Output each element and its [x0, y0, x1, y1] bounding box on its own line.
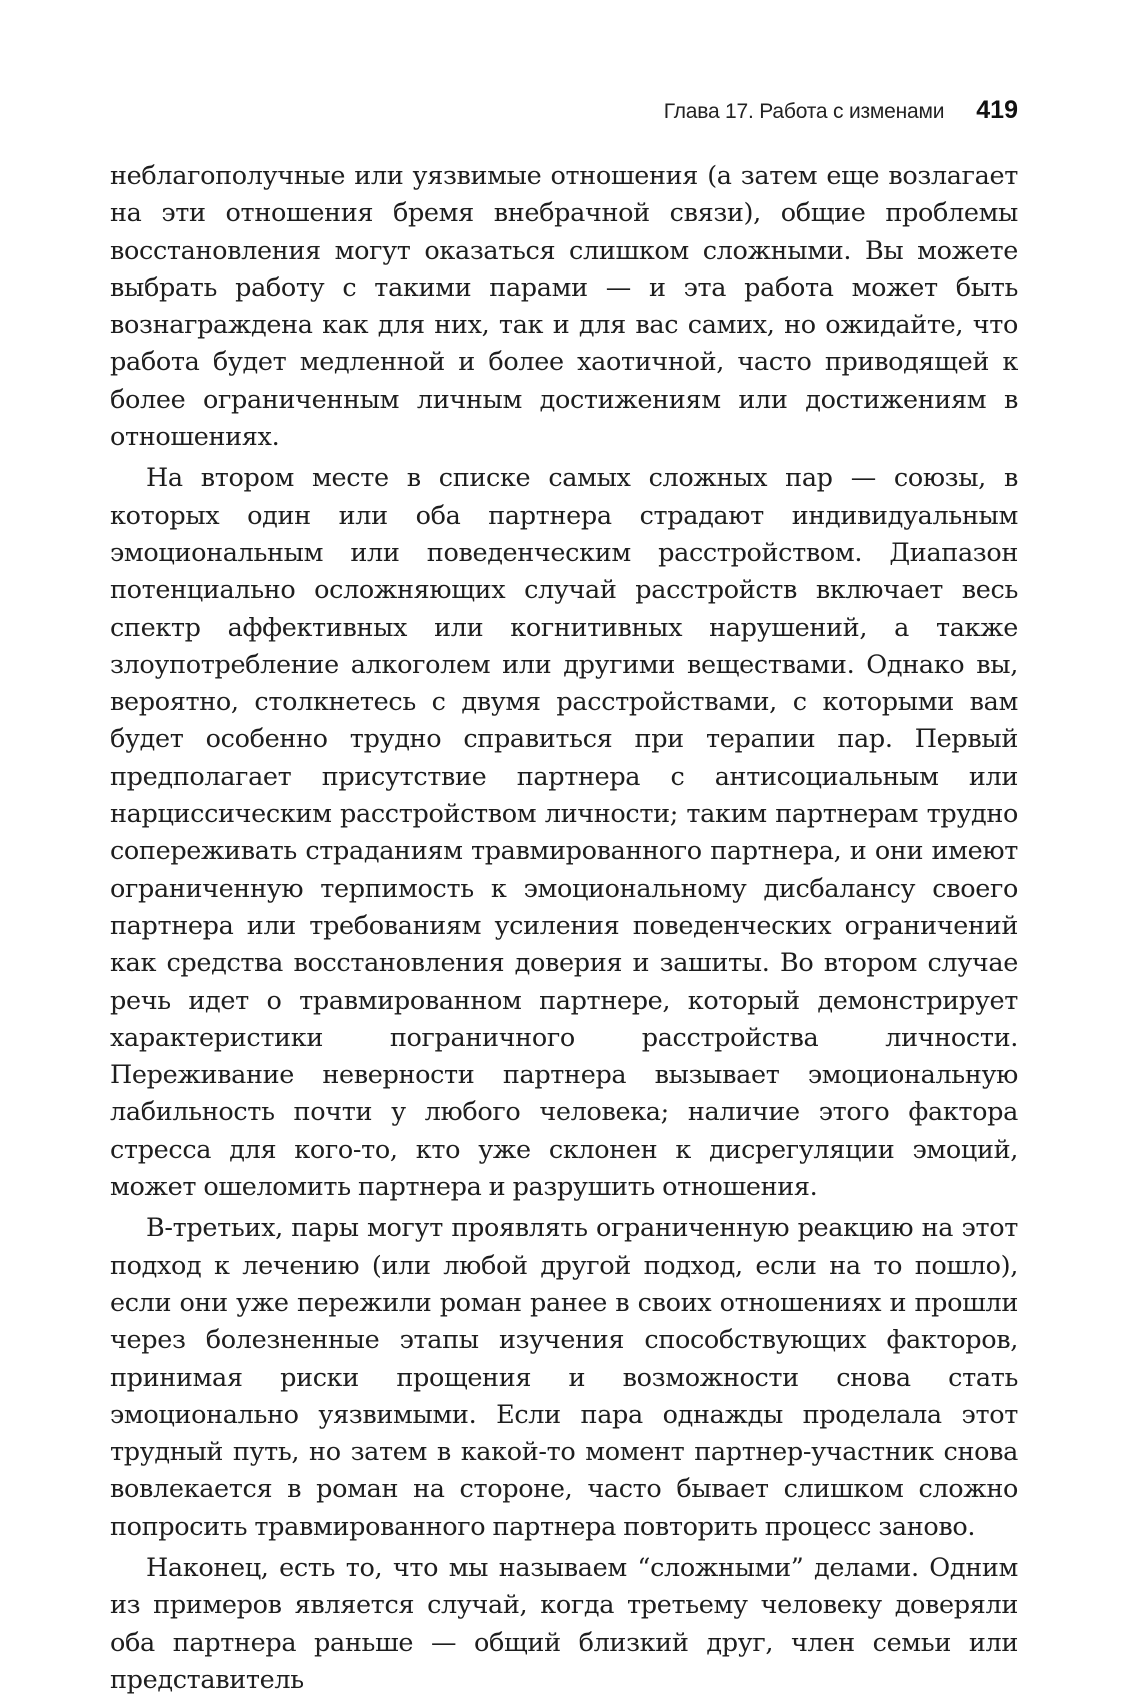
running-header	[110, 96, 1018, 136]
chapter-title: Глава 17. Работа с изменами	[663, 100, 945, 123]
paragraph-continuation: неблагополучные или уязвимые отношения (а затем еще возлагает на эти отношения бремя внебрачной связи), общие проблемы восстановления могут оказаться слишком сложными. Вы можете выбрать работу с такими парами — и эта работа может быть вознаграждена как для них, так и для вас самих, но ожидайте, что работа будет медленной и более хаотичной, часто приводящей к более ограниченным личным достижениям или достижениям в отношениях.	[110, 161, 1018, 453]
body-text	[110, 158, 1018, 1699]
paragraph-third-limited-response: В-третьих, пары могут проявлять ограниченную реакцию на этот подход к лечению (или любой другой подход, если на то пошло), если они уже пережили роман ранее в своих отношениях и прошли через болезненные этапы изучения способствующих факторов, принимая риски прощения и возможности снова стать эмоционально уязвимыми. Если пара однажды проделала этот трудный путь, но затем в какой-то момент партнер-участник снова вовлекается в роман на стороне, часто бывает слишком сложно попросить травмированного партнера повторить процесс заново.	[110, 1213, 1018, 1542]
book-page	[110, 96, 1018, 1699]
paragraph-second-difficult-couples: На втором месте в списке самых сложных пар — союзы, в которых один или оба партнера страдают индивидуальным эмоциональным или поведенческим расстройством. Диапазон потенциально осложняющих случай расстройств включает весь спектр аффективных или когнитивных нарушений, а также злоупотребление алкоголем или другими веществами. Однако вы, вероятно, столкнетесь с двумя расстройствами, с которыми вам будет особенно трудно справиться при терапии пар. Первый предполагает присутствие партнера с антисоциальным или нарциссическим расстройством личности; таким партнерам трудно сопереживать страданиям травмированного партнера, и они имеют ограниченную терпимость к эмоциональному дисбалансу своего партнера или требованиям усиления поведенческих ограничений как средства восстановления доверия и зашиты. Во втором случае речь идет о травмированном партнере, который демонстрирует характеристики пограничного расстройства личности. Переживание неверности партнера вызывает эмоциональную лабильность почти у любого человека; наличие этого фактора стресса для кого-то, кто уже склонен к дисрегуляции эмоций, может ошеломить партнера и разрушить отношения.	[110, 463, 1018, 1203]
page-number: 419	[976, 96, 1018, 124]
paragraph-complex-cases: Наконец, есть то, что мы называем “сложными” делами. Одним из примеров является случай, когда третьему человеку доверяли оба партнера раньше — общий близкий друг, член семьи или представитель	[110, 1552, 1018, 1695]
